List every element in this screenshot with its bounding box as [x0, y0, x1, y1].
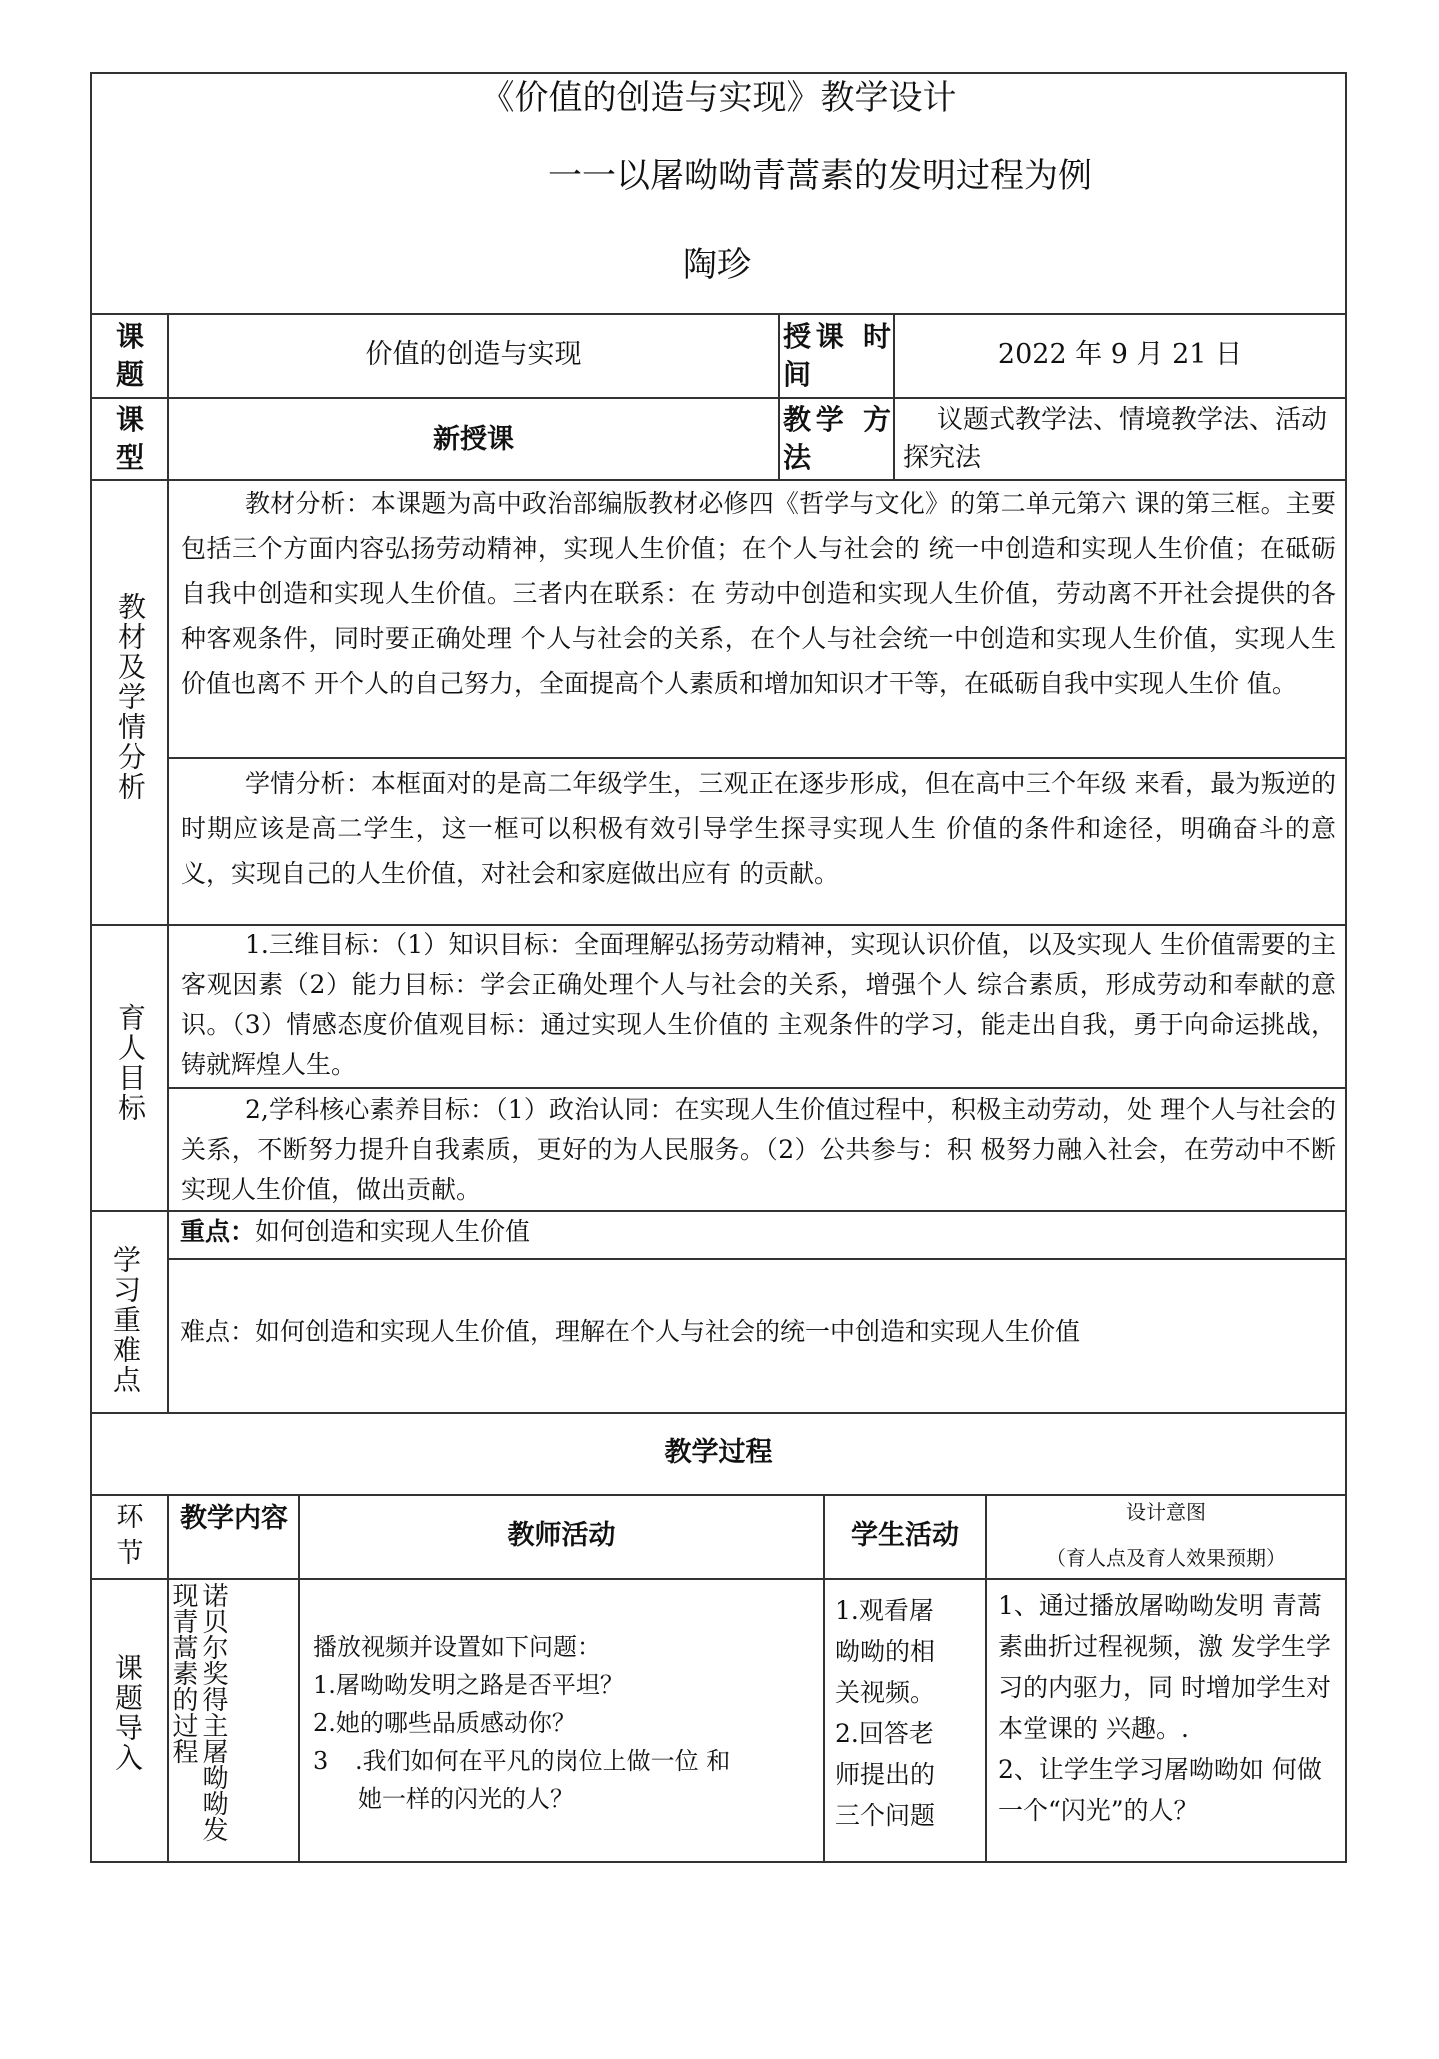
col-stage: 环节	[116, 1502, 144, 1569]
row-divider	[90, 1210, 1347, 1212]
row-divider	[90, 397, 1347, 399]
process-title: 教学过程	[664, 1437, 773, 1468]
col-teacher: 教师活动	[507, 1520, 616, 1551]
col-content: 教学内容	[180, 1503, 288, 1534]
stage-intro: 课题导入	[111, 1653, 144, 1773]
goal-three-dimensional: 1.三维目标：（1）知识目标：全面理解弘扬劳动精神，实现认识价值，以及实现人 生价值需要的主客观因素（2）能力目标：学会正确处理个人与社会的关系，增强个人 综合素质，形成劳动和奉献的意识。（3）情感态度价值观目标：通过实现人生价值的 主观条件的学习，能走出自我，勇于向命运挑战，铸就辉煌人生。	[181, 930, 1336, 1079]
row-divider	[90, 1578, 1347, 1580]
col-divider	[167, 313, 169, 1412]
method-value: 议题式教学法、情境教学法、活动探究法	[903, 405, 1328, 473]
type-label: 课型	[115, 403, 144, 474]
row-divider	[90, 313, 1347, 315]
key-point-label: 重点：	[180, 1217, 256, 1246]
col-divider	[778, 313, 780, 479]
student-analysis: 学情分析：本框面对的是高二年级学生，三观正在逐步形成，但在高中三个年级 来看，最为叛逆的时期应该是高二学生，这一框可以积极有效引导学生探寻实现人生 价值的条件和途径，明确奋斗的意义，实现自己的人生价值，对社会和家庭做出应有 的贡献。	[181, 769, 1336, 888]
key-point	[180, 1217, 530, 1247]
outer-border-top	[90, 72, 1345, 74]
row-divider	[90, 1494, 1347, 1496]
outer-border-bottom	[90, 1861, 1347, 1863]
row-divider	[90, 1412, 1347, 1414]
row-divider	[167, 757, 1347, 759]
content-intro: 诺贝尔奖得主屠呦呦发现青蒿素的过程	[168, 1582, 228, 1842]
teacher-question-3-number: 3	[313, 1747, 329, 1775]
analysis-label: 教材及学情分析	[114, 592, 147, 802]
author-name: 陶珍	[683, 245, 751, 285]
method-label: 教学 方法	[783, 403, 891, 474]
design-intent-1: 1、通过播放屠呦呦发明 青蒿素曲折过程视频，激 发学生学习的内驱力，同 时增加学生对本堂课的 兴趣。.	[998, 1591, 1331, 1743]
teacher-intro: 播放视频并设置如下问题：	[313, 1633, 601, 1661]
teacher-question-2: 2.她的哪些品质感动你？	[313, 1709, 576, 1737]
teacher-question-1: 1.屠呦呦发明之路是否平坦？	[313, 1671, 624, 1699]
difficult-point: 难点：如何创造和实现人生价值，理解在个人与社会的统一中创造和实现人生价值	[180, 1317, 1081, 1346]
type-value: 新授课	[433, 424, 514, 455]
document-subtitle: 一一以屠呦呦青蒿素的发明过程为例	[548, 156, 1092, 196]
outer-border-right	[1345, 72, 1347, 1863]
time-label: 授课 时间	[783, 320, 891, 391]
topic-value: 价值的创造与实现	[365, 339, 582, 370]
col-design-sub: （育人点及育人效果预期）	[1046, 1546, 1286, 1570]
document-title: 《价值的创造与实现》教学设计	[480, 78, 957, 118]
design-intent-2: 2、让学生学习屠呦呦如 何做一个“闪光”的人？	[998, 1755, 1322, 1825]
student-activity: 1.观看屠呦呦的相关视频。2.回答老师提出的三个问题	[835, 1596, 936, 1830]
goals-label: 育人目标	[114, 1003, 147, 1123]
topic-label: 课题	[115, 320, 144, 391]
keypoints-label: 学习重难点	[109, 1245, 142, 1395]
teacher-question-3-continued: 她一样的闪光的人？	[358, 1785, 574, 1813]
textbook-analysis: 教材分析：本课题为高中政治部编版教材必修四《哲学与文化》的第二单元第六 课的第三框。主要包括三个方面内容弘扬劳动精神，实现人生价值；在个人与社会的 统一中创造和实现人生价值；在砥砺自我中创造和实现人生价值。三者内在联系：在 劳动中创造和实现人生价值，劳动离不开社会提供的各种客观条件，同时要正确处理 个人与社会的关系，在个人与社会统一中创造和实现人生价值，实现人生价值也离不 开个人的自己努力，全面提高个人素质和增加知识才干等，在砥砺自我中实现人生价 值。	[181, 489, 1336, 698]
row-divider	[167, 1258, 1347, 1260]
time-value: 2022 年 9 月 21 日	[997, 339, 1243, 370]
col-student: 学生活动	[851, 1520, 959, 1551]
key-point-text: 如何创造和实现人生价值	[255, 1217, 531, 1246]
row-divider	[167, 1087, 1347, 1089]
col-design: 设计意图	[1126, 1500, 1206, 1524]
goal-core-literacy: 2,学科核心素养目标：（1）政治认同：在实现人生价值过程中，积极主动劳动，处 理个人与社会的关系，不断努力提升自我素质，更好的为人民服务。（2）公共参与：积 极努力融入社会，在劳动中不断实现人生价值，做出贡献。	[181, 1095, 1336, 1204]
outer-border-left	[90, 72, 92, 1863]
col-divider	[893, 313, 895, 479]
teacher-question-3: .我们如何在平凡的岗位上做一位 和	[355, 1747, 731, 1775]
